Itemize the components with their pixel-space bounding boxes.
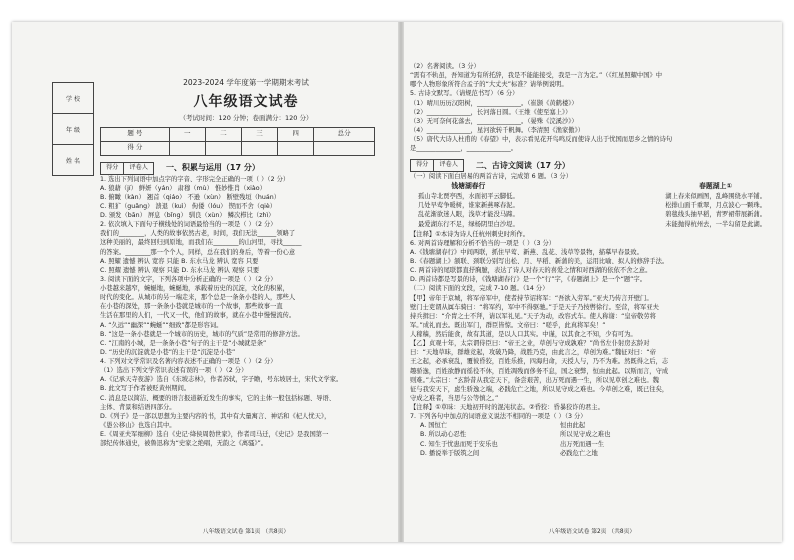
question-text-line: （2）______________，长河落日圆。（王维《使至塞上》）	[410, 108, 572, 116]
exam-sheet	[12, 22, 782, 542]
question-text-line: A. 狼藉（jí） 鲜妍（yán） 肃穆（mù） 惟妙惟肖（xiào）	[100, 184, 266, 192]
option-row	[410, 430, 774, 439]
question-text-line: 在小巷的深处，那一条条小巷就是城市的一个故事，那些故事一直	[100, 303, 283, 311]
section-one-title: 一、积累与运用（17 分）	[165, 163, 260, 173]
question-text-line: 生活在那里的人们，一代又一代，他们的故事，就在小巷中慢慢流传。	[100, 312, 296, 320]
question-text-line: （1）选出下列文学常识表述有误的一项（ ）（2 分）	[100, 367, 248, 375]
grader-name-label: 评卷人	[439, 161, 458, 169]
option-row	[410, 449, 774, 458]
question-text-line: 3. 阅读下面的文字，下列各项中分析正确的一项是（ ）（2 分）	[100, 275, 277, 283]
page-two-questions-bottom	[410, 230, 774, 422]
question-text-line: 持兵揖曰：“介胄之士不拜，请以军礼见。”天子为动，改容式车。使人称谢：“皇帝敬劳将	[410, 312, 656, 320]
question-text-line: （5）唐代大诗人杜甫的《春望》中，表示看见花开鸟鸣反而使诗人出于忧国而思乡之情的诗句	[410, 136, 673, 143]
page-one-questions	[100, 175, 392, 449]
question-text-line: 【甲】帝年于京城，将军帝军中，使者持节诏将军：“吾欲入劳军。”亚夫乃传言开壁门。	[410, 294, 653, 302]
option-right-phrase: 所以见守成之难也	[560, 431, 611, 439]
question-text-line: 征与我安天下，虑生骄逸之端，必践危亡之地，所以见守成之难也。今草创之难，既已往矣，	[410, 385, 669, 393]
score-row-label: 得 分	[101, 141, 170, 155]
question-text-line: 1. 选出下列词语中加点字的字音、字形完全正确的一项（ ）（2 分）	[100, 175, 290, 183]
score-cell	[241, 141, 277, 155]
question-text-line: 4. 下列对文学常识及名著内容表述不正确的一项是（ ）（2 分）	[100, 358, 277, 366]
poem-chunti	[665, 182, 766, 228]
page-one-footer: 八年级语文试卷 第1页 （共8页）	[202, 528, 290, 535]
question-text-line: B. 俯瞰（kàn） 翘首（qiáo） 不逊（xùn） 断壁残垣（huán）	[100, 193, 281, 201]
question-text-line: 时代的变化。从城市的另一端走来，那个总是一条条小巷的人，那些人	[100, 294, 296, 302]
page-two	[410, 22, 774, 542]
option-row	[410, 440, 774, 449]
poem-qiantang	[418, 182, 519, 228]
question-text-line: “需有不轨虽，吾知道为有所托辞，我是不能能接受，我是一言为定。”（《红星照耀中国》中	[410, 72, 663, 80]
question-text-line: 这种美丽的，最终回归到原地，而我们在________的山河里，寻找______	[100, 239, 302, 247]
question-text-line: 军。”成礼而去。既出军门，群臣皆惊。文帝曰：“嗟乎，此真将军矣！”	[410, 321, 606, 329]
score-header-cell: 二	[205, 127, 241, 141]
center-fold	[398, 22, 404, 542]
question-text-line: A.《钱塘湖春行》中间两联，抓住早莺、新燕、乱花、浅草等景物，描摹早春景致。	[410, 248, 643, 256]
question-text-line: D.《列子》是一部以思想为主要内容的书，其中有大量寓言、神话和《杞人忧天》，	[100, 412, 331, 420]
question-text-line: A. 照耀 遗憾 辨认 宽容 只能 B. 东水马龙 辨认 宽容 只要	[100, 257, 259, 265]
question-text-line: 壁门士吏谓从属车骑曰：“将军约，军中不得驱驰。”于是天子乃按辔徐行。至营，将军亚夫	[410, 303, 659, 311]
score-header-cell: 总分	[314, 127, 375, 141]
question-text-line: 哪个人物形象所符合孟子的“大丈夫”标准？请举例说明。	[410, 81, 568, 89]
poem-line: 松排山面千重翠，月点波心一颗珠。	[665, 202, 766, 210]
score-cell	[205, 141, 241, 155]
option-right-phrase: 出万死而遇一生	[560, 440, 605, 448]
question-text-line: 5. 古诗文默写。（请规范书写）（6 分）	[410, 90, 519, 98]
question-text-line: （二）阅读下面的文段，完成 7-10 题。（14 分）	[410, 285, 549, 293]
poem-line: 碧毯线头抽早稻，青罗裙带展新蒲。	[665, 211, 766, 219]
option-right-phrase: 必践危亡之地	[560, 449, 598, 457]
option-left-phrase: C. 知生于忧患而死于安乐也	[420, 440, 498, 448]
question-text-line: B. “这是一条小巷就是一个城市的历史，城市的气质”是常用的修辞方法。	[100, 330, 304, 338]
score-table	[100, 127, 375, 156]
question-text-line: A.《记承天寺夜游》选自《东坡志林》，作者苏轼，字子瞻，号东坡居士，宋代文学家。	[100, 376, 343, 384]
question-text-line: 主体、背景和结语四部分。	[100, 403, 176, 411]
question-text-line: C. 照耀 遗憾 辨认 观察 只能 D. 东水马龙 辨认 观察 只要	[100, 266, 260, 274]
poems-block	[418, 182, 766, 228]
score-header-cell: 题 号	[101, 127, 170, 141]
question-7-options	[410, 421, 774, 458]
poem-line: 未能抛得杭州去，一半勾留是此湖。	[665, 220, 766, 228]
question-text-line: 【注释】①草昧：天地初开时的混沌状态。②昏狡：昏暴狡诈的君主。	[410, 404, 604, 412]
question-text-line: 2. 依次填入下面句子横线处的词语最恰当的一项是（ ）（2 分）	[100, 221, 277, 229]
question-text-line: 7. 下列各句中加点的词语意义说法不相同的一项是（ ）（3 分）	[410, 413, 587, 421]
question-text-line: 王之起，必承衰乱，覆彼昏狡，百姓乐推，四海归命，天授人与，乃不为难。然既得之后，志	[410, 358, 669, 366]
page-one	[100, 22, 392, 542]
option-left-phrase: B. 所以动心忍性	[420, 431, 467, 439]
exam-title: 八年级语文试卷	[193, 93, 299, 110]
grader-box	[410, 159, 464, 172]
exam-term-line: 2023-2024 学年度第一学期期末考试	[183, 78, 309, 87]
question-text-line: 趣骄逸，百姓欲静而徭役不休，百姓凋残而侈务不息，国之衰弊，恒由此起。以斯而言，守成	[410, 367, 669, 375]
binding-name-label: 姓 名	[66, 157, 80, 165]
question-text-line: 人稼穑，然后能食，故有其道，是以人口其实。中谨，以其食之不知，少有可为。	[410, 331, 637, 339]
question-text-line: C. “江南的小城，是一条条小巷”句子的主干是“小城就是条”	[100, 339, 267, 347]
score-header-cell: 三	[241, 127, 277, 141]
question-text-line: 【注释】①本诗为诗人任杭州刺史时所作。	[410, 230, 529, 238]
section-two-title: 二、古诗文阅读（17 分）	[475, 160, 570, 170]
binding-grade-label: 年 级	[53, 114, 93, 145]
poem-line: 乱花渐欲迷人眼，浅草才能没马蹄。	[418, 211, 519, 219]
score-cell	[169, 141, 205, 155]
section-two-header	[410, 159, 774, 172]
question-text-line: C. 粗犷（guǎng） 溃退（kuì） 佝偻（lóu） 锲而不舍（qiè）	[100, 202, 276, 210]
score-table-header	[101, 127, 375, 141]
option-row	[410, 421, 774, 430]
grader-score-label: 得分	[101, 163, 124, 174]
grader-score-label: 得分	[411, 160, 434, 171]
question-text-line: D. 颁发（bān） 屏息（bǐng） 驯良（xùn） 鳞次栉比（zhì）	[100, 212, 275, 220]
question-text-line: C. 两首诗的尾联都直抒胸臆，表达了诗人对春天的喜爱之情和对西湖的依依不舍之意。	[410, 267, 652, 275]
question-text-line: （1）晴川历历汉阳树，______________。（崔颢《黄鹤楼》）	[410, 99, 578, 107]
option-left-phrase: D. 播说举于版筑之间	[420, 449, 480, 457]
question-text-line: （4）______________，星河欲转千帆舞。（李清照《渔家傲》）	[410, 126, 585, 134]
score-header-cell: 一	[169, 127, 205, 141]
question-text-line: 守成之难者，当思与公等慎之。”	[410, 394, 499, 402]
section-one-header	[100, 162, 392, 175]
score-cell	[314, 141, 375, 155]
poem-title: 钱塘湖春行	[451, 182, 486, 191]
question-text-line: D. 两首诗都是写景的诗，《钱塘湖春行》是一个“行”字，《春题湖上》是一个“题”字。	[410, 276, 646, 284]
option-right-phrase: 恒由此起	[560, 422, 586, 430]
poem-title: 春题湖上①	[699, 182, 733, 191]
poem-line: 最爱湖东行不足，绿杨阴里白沙堤。	[418, 220, 519, 228]
page-two-footer: 八年级语文试卷 第2页 （共8页）	[548, 528, 636, 535]
question-text-line: 是______________，______________。	[410, 145, 518, 153]
score-cell	[278, 141, 314, 155]
question-text-line: 【乙】贞观十年，太宗谓侍臣曰：“帝王之业，草创与守成孰难？”尚书左仆射房玄龄对	[410, 340, 650, 348]
question-text-line: 我们的________，人类的故事依然古老，时间，我们无法______领略了	[100, 230, 296, 238]
grader-name-label: 评卷人	[129, 163, 148, 171]
poem-intro: （一）阅读下面白居易的两首古诗，完成第 6 题。（3 分）	[410, 173, 572, 181]
question-text-line: 曰：“天地草昧，群雄竞起，攻破乃降，战胜乃克，由此言之，草创为难。”魏征对曰：“帝	[410, 349, 656, 357]
question-text-line: B. 此文写于作者被贬黄州期间。	[100, 385, 191, 393]
question-text-line: （3）无可奈何花落去，______________。（晏殊《浣溪沙》）	[410, 117, 578, 125]
question-text-line: 6. 对两首诗理解和分析不恰当的一项是（ ）（3 分）	[410, 239, 556, 247]
question-text-line: D. “历史的沉淀就是小巷”的主干是“沉淀是小巷”	[100, 348, 236, 356]
page-two-questions-top	[410, 62, 774, 153]
poem-line: 湖上春来似画图，乱峰围绕水平铺。	[665, 193, 766, 201]
question-text-line: 《愚公移山》也选自其中。	[100, 421, 176, 429]
exam-info: （考试时间：120 分钟；卷面满分：120 分）	[179, 114, 313, 123]
question-text-line: B.《春题湖上》颔联、颈联分别写出松、月、早稻、新蒲的美，运用比喻、拟人的修辞手法。	[410, 258, 669, 266]
poem-line: 几处早莺争暖树，谁家新燕啄春泥。	[418, 202, 519, 210]
question-text-line: 小巷越来越窄，蜿蜒地，蜿蜒地，承载着历史的沉淀，文化的积累，	[100, 285, 289, 293]
option-left-phrase: A. 国恒亡	[420, 422, 448, 430]
grader-box	[100, 162, 154, 175]
question-text-line: 的答案。________那一个个人，同样，总在我们的身后，等着一份心意	[100, 248, 296, 256]
question-text-line: E.《周亚夫军细柳》选自《史记·绛侯周勃世家》，作者司马迁，《史记》是我国第一	[100, 431, 329, 439]
question-text-line: A. “久远”“幽深”“蜿蜒”“细致”都是形容词。	[100, 321, 223, 329]
question-text-line: C. 消息是以简洁、概要的语言报道新近发生的事实，它的主体一般包括标题、导语、	[100, 394, 336, 402]
question-text-line: （2）名著阅读。（3 分）	[410, 63, 480, 70]
score-header-cell: 四	[278, 127, 314, 141]
score-table-row	[101, 141, 375, 155]
poem-line: 孤山寺北贾亭西，水面初平云脚低。	[418, 193, 519, 201]
question-text-line: 部纪传体通史，被鲁迅称为“史家之绝唱，无韵之《离骚》”。	[100, 440, 268, 448]
binding-info-box	[52, 82, 94, 176]
question-text-line: 则难。”太宗曰：“玄龄昔从我定天下，备尝艰苦，出万死而遇一生，所以见草创之难也。魏	[410, 376, 659, 384]
binding-school-label: 学 校	[53, 83, 93, 114]
